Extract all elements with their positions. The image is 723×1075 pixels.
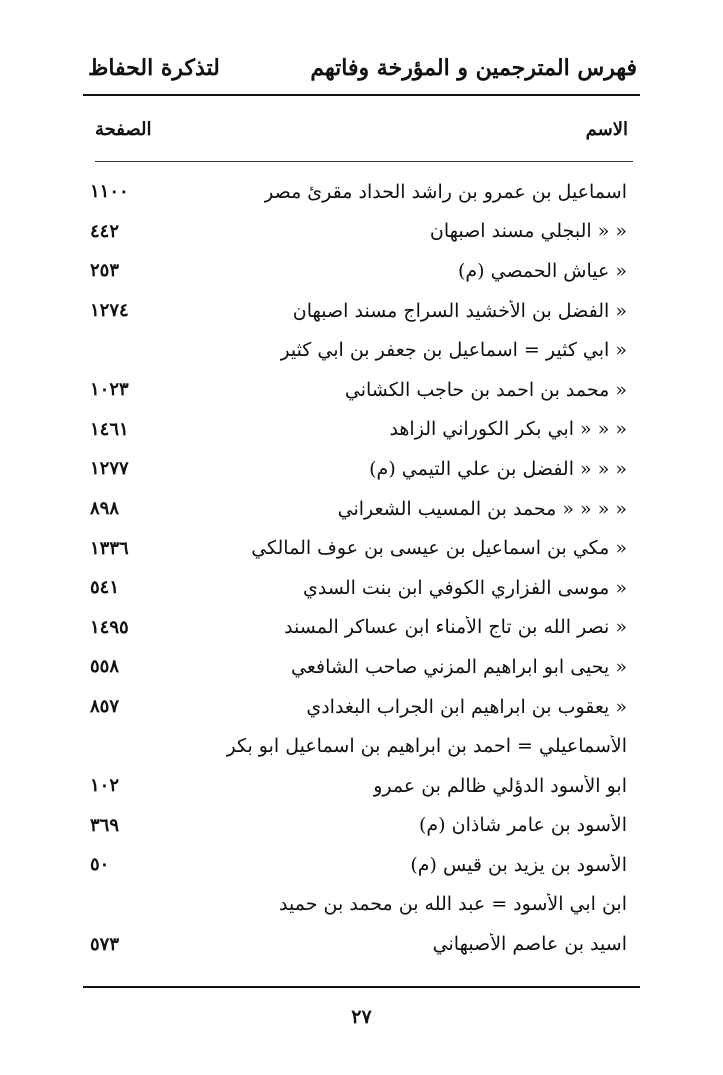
index-entry: [90, 568, 627, 608]
entry-name: « « « « محمد بن المسيب الشعراني: [337, 497, 627, 520]
entry-page: ١٠٢٣: [90, 379, 129, 401]
index-entry: [90, 212, 627, 252]
entry-name: « يحيى ابو ابراهيم المزني صاحب الشافعي: [291, 655, 627, 678]
index-entry: [90, 370, 627, 410]
entry-page: ١٤٦١: [90, 418, 129, 440]
entry-name: « « « ابي بكر الكوراني الزاهد: [389, 418, 627, 441]
index-entry: [90, 172, 627, 212]
header-left-title: لتذكرة الحفاظ: [88, 55, 220, 81]
entry-name: « محمد بن احمد بن حاجب الكشاني: [344, 378, 627, 401]
entry-name: « ابي كثير = اسماعيل بن جعفر بن ابي كثير: [280, 339, 627, 362]
entry-name: « الفضل بن الأخشيد السراج مسند اصبهان: [292, 299, 627, 322]
page-number: ٢٧: [351, 1006, 372, 1028]
entry-page: ١٤٩٥: [90, 616, 129, 638]
entry-page: ١٠٢: [90, 775, 120, 797]
entry-name: « عياش الحمصي (م): [457, 259, 627, 282]
entry-name: « نصر الله بن تاج الأمناء ابن عساكر المسند: [284, 616, 627, 639]
index-entry: [90, 924, 627, 964]
entry-name: الأسود بن يزيد بن قيس (م): [410, 853, 627, 876]
index-entry: [90, 291, 627, 331]
entry-name: « « البجلي مسند اصبهان: [429, 220, 627, 243]
entry-page: ١٢٧٤: [90, 300, 129, 322]
index-entry: [90, 845, 627, 885]
entry-page: ١٣٣٦: [90, 537, 129, 559]
entry-page: ٨٩٨: [90, 498, 120, 520]
page-column-label: الصفحة: [95, 118, 152, 140]
index-entry: [90, 726, 627, 766]
bottom-rule: [83, 986, 640, 988]
entry-page: ١١٠٠: [90, 181, 129, 203]
index-entry: [90, 251, 627, 291]
running-head: [88, 50, 637, 86]
entry-page: ٥٧٣: [90, 933, 120, 955]
index-entry: [90, 449, 627, 489]
index-entry: [90, 687, 627, 727]
entry-page: ٤٤٢: [90, 220, 120, 242]
header-rule: [95, 161, 633, 162]
entry-name: « « « الفضل بن علي التيمي (م): [369, 457, 627, 480]
entry-name: « موسى الفزاري الكوفي ابن بنت السدي: [303, 576, 627, 599]
entry-page: ٥٠: [90, 854, 110, 876]
index-entry: [90, 647, 627, 687]
index-entry: [90, 766, 627, 806]
column-header: [95, 114, 628, 144]
entry-page: ٣٦٩: [90, 814, 120, 836]
name-column-label: الاسم: [585, 118, 628, 140]
header-right-title: فهرس المترجمين و المؤرخة وفاتهم: [310, 55, 637, 81]
entry-name: اسماعيل بن عمرو بن راشد الحداد مقرئ مصر: [264, 180, 627, 203]
entry-name: ابو الأسود الدؤلي ظالم بن عمرو: [373, 774, 627, 797]
entry-name: « مكي بن اسماعيل بن عيسى بن عوف المالكي: [251, 537, 627, 560]
entry-page: ٨٥٧: [90, 696, 120, 718]
index-entry: [90, 885, 627, 925]
entry-page: ٢٥٣: [90, 260, 120, 282]
entry-name: « يعقوب بن ابراهيم ابن الجراب البغدادي: [306, 695, 627, 718]
index-entry: [90, 608, 627, 648]
index-entry: [90, 489, 627, 529]
index-entry: [90, 806, 627, 846]
entry-name: اسيد بن عاصم الأصبهاني: [432, 933, 627, 956]
entry-name: الأسود بن عامر شاذان (م): [419, 814, 627, 837]
top-rule: [83, 94, 640, 96]
entry-page: ٥٤١: [90, 577, 120, 599]
index-entry: [90, 330, 627, 370]
entry-list: [90, 172, 627, 964]
index-entry: [90, 410, 627, 450]
entry-name: ابن ابي الأسود = عبد الله بن محمد بن حميد: [279, 893, 627, 916]
entry-name: الأسماعيلي = احمد بن ابراهيم بن اسماعيل ابو بكر: [226, 735, 627, 758]
entry-page: ١٢٧٧: [90, 458, 129, 480]
entry-page: ٥٥٨: [90, 656, 120, 678]
index-entry: [90, 528, 627, 568]
